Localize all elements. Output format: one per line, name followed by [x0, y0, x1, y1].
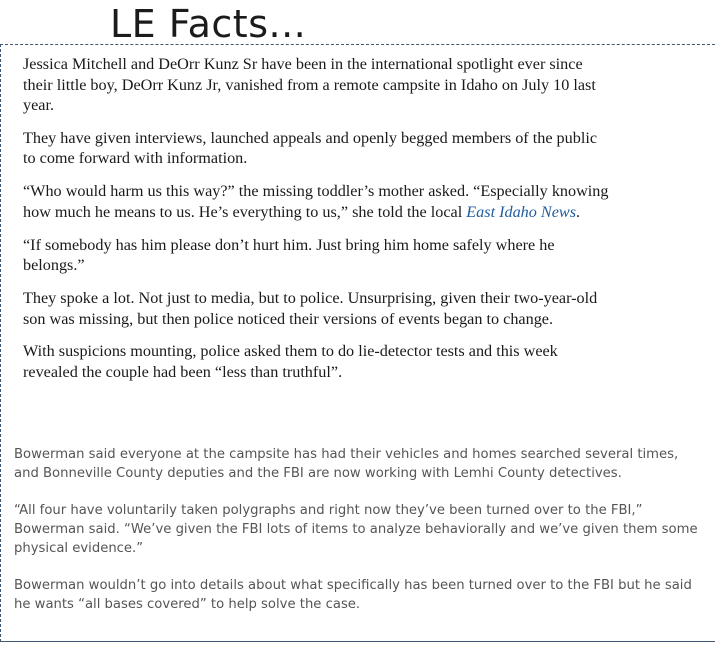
note-paragraph-2: “All four have voluntarily taken polygraphs and right now they’ve been turned over to the FBI,” Bowerman said. “We’ve given the FBI lots of items to analyze behaviorally and we’ve given them some physical evidence.” — [14, 503, 698, 556]
note-paragraph-1: Bowerman said everyone at the campsite has had their vehicles and homes searched several times, and Bonneville County deputies and the FBI are now working with Lemhi County detectives. — [14, 447, 679, 481]
article-paragraph-6: With suspicions mounting, police asked them to do lie-detector tests and this week revealed the couple had been “less than truthful”. — [23, 342, 558, 381]
quote-text: “Who would harm us this way?” the missing toddler’s mother asked. “Especially knowing how much he means to us. He’s everything to us,” she told the local — [23, 182, 609, 221]
article-paragraph-4: “If somebody has him please don’t hurt him. Just bring him home safely where he belongs.” — [23, 235, 555, 275]
article-body — [23, 54, 613, 395]
east-idaho-news-link[interactable]: East Idaho News — [466, 202, 576, 221]
notes-section — [14, 445, 704, 632]
article-paragraph-3 — [23, 181, 613, 222]
page-title: LE Facts... — [110, 2, 307, 46]
quote-end: . — [576, 202, 581, 221]
article-paragraph-5: They spoke a lot. Not just to media, but to police. Unsurprising, given their two-year-old son was missing, but then police noticed their versions of events began to change. — [23, 289, 598, 328]
article-paragraph-2: They have given interviews, launched appeals and openly begged members of the public to come forward with information. — [23, 128, 598, 168]
note-paragraph-3: Bowerman wouldn’t go into details about what specifically has been turned over to the FBI but he said he wants “all bases covered” to help solve the case. — [14, 578, 692, 612]
article-paragraph-1: Jessica Mitchell and DeOrr Kunz Sr have been in the international spotlight ever since their little boy, DeOrr Kunz Jr, vanished from a remote campsite in Idaho on July 10 last year. — [23, 55, 596, 114]
